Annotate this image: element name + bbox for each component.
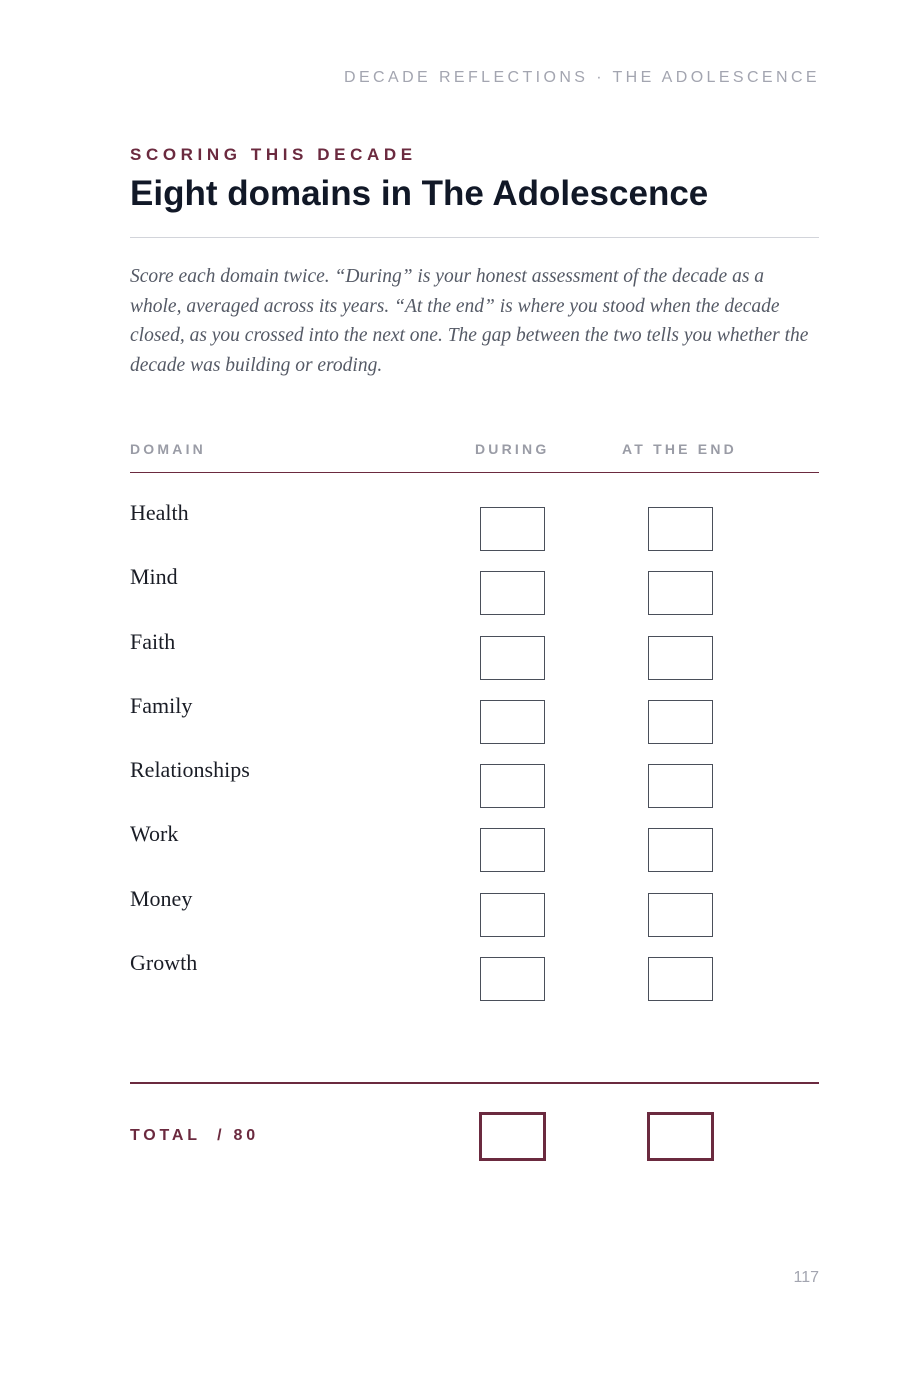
- domain-label: Money: [130, 886, 193, 911]
- total-row: [130, 1112, 819, 1161]
- table-row: [130, 886, 819, 937]
- column-header-during: DURING: [475, 441, 550, 457]
- during-score-box[interactable]: [480, 636, 545, 680]
- during-score-box[interactable]: [480, 700, 545, 744]
- page-number: 117: [793, 1269, 819, 1286]
- end-score-box[interactable]: [648, 636, 713, 680]
- page-title: Eight domains in The Adolescence: [130, 174, 709, 213]
- domain-label: Work: [130, 821, 179, 846]
- table-row: [130, 757, 819, 808]
- during-total-box[interactable]: [479, 1112, 546, 1161]
- column-header-domain: DOMAIN: [130, 441, 206, 457]
- total-divider: [130, 1082, 819, 1084]
- domain-label: Growth: [130, 950, 198, 975]
- during-score-box[interactable]: [480, 571, 545, 615]
- end-score-box[interactable]: [648, 700, 713, 744]
- domain-label: Health: [130, 500, 189, 525]
- table-row: [130, 500, 819, 551]
- domain-label: Mind: [130, 564, 178, 589]
- during-score-box[interactable]: [480, 957, 545, 1001]
- table-header-divider: [130, 472, 819, 473]
- end-total-box[interactable]: [647, 1112, 714, 1161]
- running-head: DECADE REFLECTIONS · THE ADOLESCENCE: [344, 69, 820, 86]
- total-label: [130, 1127, 259, 1145]
- domain-label: Relationships: [130, 757, 250, 782]
- end-score-box[interactable]: [648, 764, 713, 808]
- total-label-text: TOTAL: [130, 1127, 201, 1144]
- table-row: [130, 950, 819, 1001]
- end-score-box[interactable]: [648, 957, 713, 1001]
- column-header-at-the-end: AT THE END: [622, 441, 737, 457]
- domain-label: Family: [130, 693, 193, 718]
- title-divider: [130, 237, 819, 238]
- instructions-paragraph: Score each domain twice. “During” is your honest assessment of the decade as a whole, averaged across its years. “At the end” is where you stood when the decade closed, as you crossed into the next one. The gap between the two tells you whether the decade was building or eroding.: [130, 266, 809, 377]
- during-score-box[interactable]: [480, 764, 545, 808]
- table-row: [130, 564, 819, 615]
- table-row: [130, 693, 819, 744]
- during-score-box[interactable]: [480, 893, 545, 937]
- end-score-box[interactable]: [648, 893, 713, 937]
- total-max: / 80: [217, 1127, 259, 1144]
- table-row: [130, 629, 819, 680]
- during-score-box[interactable]: [480, 828, 545, 872]
- end-score-box[interactable]: [648, 571, 713, 615]
- table-row: [130, 821, 819, 872]
- domain-label: Faith: [130, 629, 176, 654]
- end-score-box[interactable]: [648, 828, 713, 872]
- during-score-box[interactable]: [480, 507, 545, 551]
- end-score-box[interactable]: [648, 507, 713, 551]
- section-eyebrow: SCORING THIS DECADE: [130, 145, 417, 164]
